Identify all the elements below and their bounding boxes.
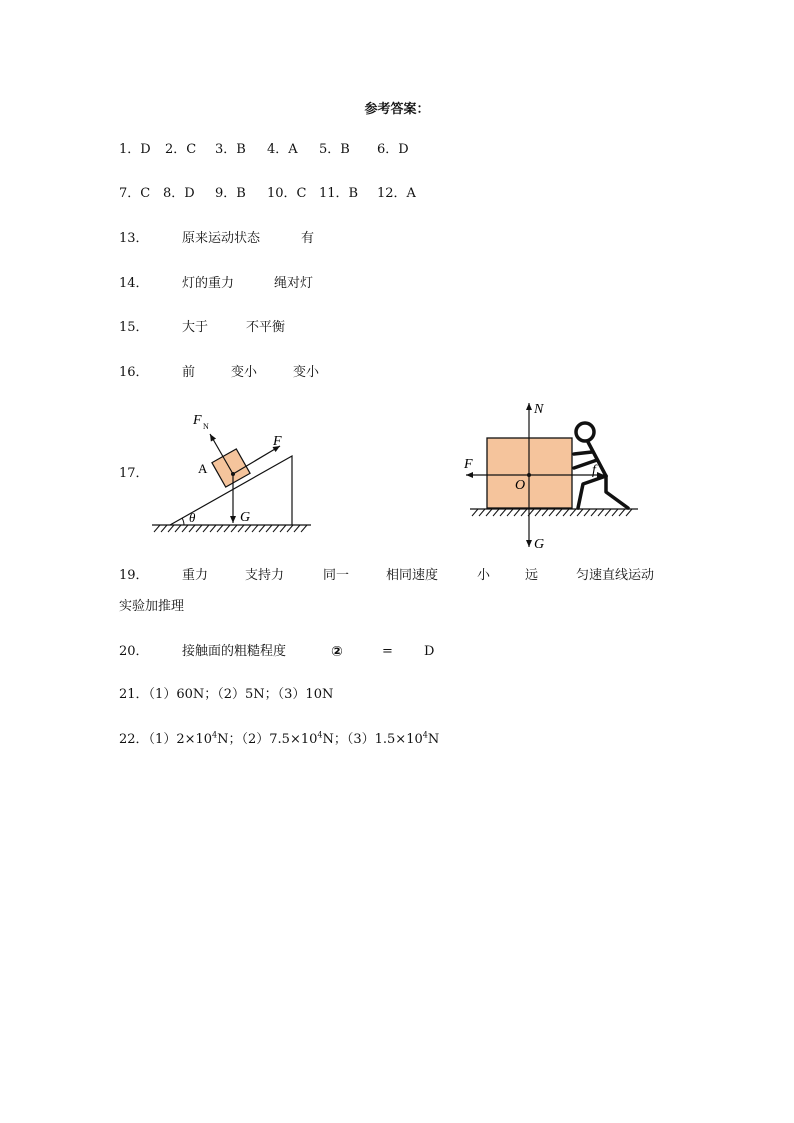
answer-item: 4．A xyxy=(267,142,298,157)
answer-text: 接触面的粗糙程度 xyxy=(182,644,287,659)
g-label: G xyxy=(240,510,251,525)
answer-text: 匀速直线运动 xyxy=(576,568,655,583)
fn-subscript: N xyxy=(203,422,209,431)
o-label: O xyxy=(515,478,526,493)
answer-text: 大于 xyxy=(182,320,209,335)
question-number: 13． xyxy=(119,231,149,246)
answer-text: 灯的重力 xyxy=(182,276,235,291)
answer-part: N xyxy=(427,732,440,747)
answer-text: 支持力 xyxy=(245,568,285,583)
f-left-label: F xyxy=(464,457,473,472)
page-title: 参考答案： xyxy=(364,102,430,117)
exponent: 4 xyxy=(422,730,428,740)
exponent: 4 xyxy=(317,730,323,740)
answer-item: 9．B xyxy=(215,186,246,201)
answer-text: 前 xyxy=(182,365,196,380)
a-label: A xyxy=(198,461,208,476)
answer-text: 小 xyxy=(477,568,491,583)
answer-text: 绳对灯 xyxy=(274,276,314,291)
answer-item: 6．D xyxy=(377,142,409,157)
incline-force-diagram xyxy=(148,404,318,536)
angle-arc xyxy=(182,518,184,525)
question-number: 19． xyxy=(119,568,149,583)
answer-part: 22．（1）2×10 xyxy=(119,732,213,747)
theta-label: θ xyxy=(189,510,196,525)
answer-text: 有 xyxy=(301,231,315,246)
answer-text: 变小 xyxy=(293,365,320,380)
answer-text: 同一 xyxy=(323,568,350,583)
question-22 xyxy=(119,731,439,749)
question-number: 14． xyxy=(119,276,149,291)
center-point xyxy=(527,473,531,477)
answer-text: 原来运动状态 xyxy=(182,231,261,246)
answer-text: ② xyxy=(331,644,343,660)
answer-item: 2．C xyxy=(165,142,197,157)
answer-item: 12．A xyxy=(377,186,416,201)
answer-item: 10．C xyxy=(267,186,307,201)
answer-item: 1．D xyxy=(119,142,151,157)
exponent: 4 xyxy=(212,730,218,740)
question-19-continued: 实验加推理 xyxy=(119,599,185,614)
answer-text: D xyxy=(424,644,435,659)
n-label: N xyxy=(534,402,544,417)
question-number: 17． xyxy=(119,466,149,481)
ground-hatching xyxy=(154,525,307,532)
question-number: 20． xyxy=(119,644,149,659)
answer-item: 11．B xyxy=(319,186,359,201)
fn-label: F xyxy=(193,413,202,428)
answer-text: 重力 xyxy=(182,568,209,583)
answer-text: 变小 xyxy=(231,365,258,380)
answer-item: 8．D xyxy=(163,186,195,201)
f-label: F xyxy=(273,434,282,449)
answer-part: N；（2）7.5×10 xyxy=(217,732,318,747)
answer-item: 7．C xyxy=(119,186,151,201)
answer-text: 相同速度 xyxy=(386,568,439,583)
f-small-label: f xyxy=(592,463,596,478)
question-number: 16． xyxy=(119,365,149,380)
question-number: 15． xyxy=(119,320,149,335)
pushing-person xyxy=(574,423,628,508)
g-label: G xyxy=(534,537,545,552)
block-a xyxy=(212,449,250,487)
push-force-diagram xyxy=(458,396,648,552)
answer-part: N；（3）1.5×10 xyxy=(322,732,423,747)
answer-text: 不平衡 xyxy=(246,320,286,335)
answer-text: 远 xyxy=(525,568,539,583)
answer-item: 3．B xyxy=(215,142,246,157)
question-21: 21．（1）60N；（2）5N；（3）10N xyxy=(119,687,334,702)
answer-text: = xyxy=(382,644,393,659)
answer-item: 5．B xyxy=(319,142,350,157)
ground-hatching xyxy=(472,509,632,516)
